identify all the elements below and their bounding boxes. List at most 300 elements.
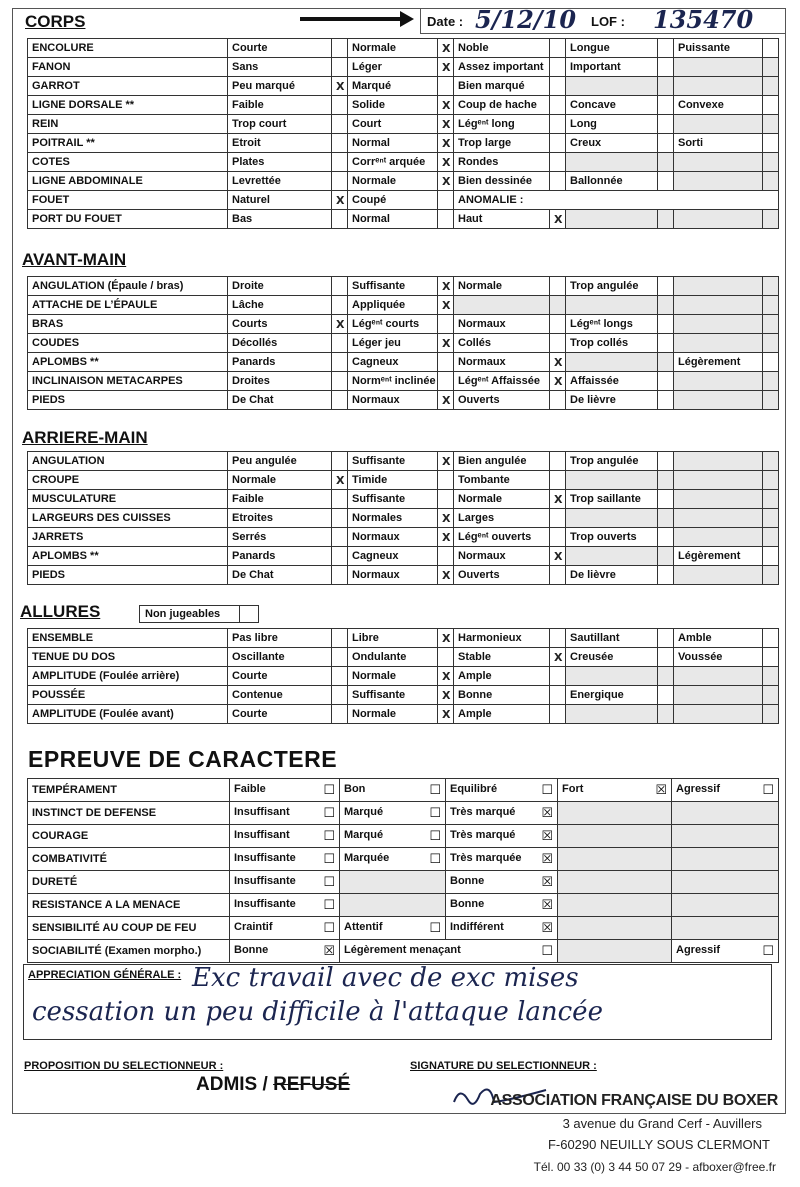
check-mark-cell[interactable] [438,210,454,229]
check-mark-cell[interactable]: X [550,353,566,372]
check-mark-cell[interactable]: X [438,172,454,191]
table-row [28,629,779,648]
blank-cell [566,471,658,490]
option-cell: Légèrement [674,353,763,372]
blank-cell [674,705,763,724]
blank-cell [454,296,550,315]
option-cell [230,940,340,963]
checkbox-icon[interactable]: ☒ [541,874,553,890]
check-mark-cell[interactable]: X [550,547,566,566]
option-cell: Trop angulée [566,452,658,471]
date-lof-box [420,5,786,34]
check-mark-cell[interactable] [332,452,348,471]
check-mark-cell[interactable] [763,629,779,648]
option-cell: Sautillant [566,629,658,648]
arrow-icon [300,17,402,21]
appreciation-line-2[interactable]: cessation un peu difficile à l'attaque lancée [32,997,603,1027]
option-cell: Léger jeu [348,334,438,353]
blank-cell [674,58,763,77]
option-cell: Droite [228,277,332,296]
check-mark-cell[interactable] [550,471,566,490]
option-cell: Normaux [348,391,438,410]
check-mark-cell[interactable] [658,391,674,410]
check-mark-cell[interactable] [763,96,779,115]
check-mark-cell[interactable] [438,648,454,667]
check-mark-cell[interactable] [438,191,454,210]
option-cell: Cagneux [348,547,438,566]
option-cell: Rondes [454,153,550,172]
check-mark-cell[interactable] [550,134,566,153]
check-mark-cell[interactable] [658,452,674,471]
check-mark-cell[interactable] [332,96,348,115]
row-label [28,940,230,963]
appreciation-line-1[interactable]: Exc travail avec de exc mises [192,963,579,993]
table-row [28,277,779,296]
option-cell: Levrettée [228,172,332,191]
option-cell: Creux [566,134,658,153]
check-mark-cell[interactable]: X [438,96,454,115]
blank-cell [340,894,446,917]
table-row [28,528,779,547]
checkbox-icon[interactable]: ☐ [762,782,774,798]
check-mark-cell [658,153,674,172]
option-cell [230,802,340,825]
row-label: REIN [28,115,228,134]
checkbox-icon[interactable]: ☐ [429,851,441,867]
check-mark-cell[interactable]: X [438,296,454,315]
admis-option[interactable]: ADMIS / [196,1074,268,1095]
check-mark-cell [763,77,779,96]
check-mark-cell[interactable] [658,58,674,77]
check-mark-cell [658,471,674,490]
checkbox-icon[interactable]: ☒ [541,851,553,867]
row-label: TEMPÉRAMENT [28,779,230,802]
check-mark-cell[interactable] [332,509,348,528]
blank-cell [672,894,779,917]
check-mark-cell[interactable]: X [550,372,566,391]
check-mark-cell [763,334,779,353]
check-mark-cell[interactable] [332,629,348,648]
blank-cell [672,802,779,825]
option-cell: Larges [454,509,550,528]
check-mark-cell[interactable] [438,372,454,391]
check-mark-cell[interactable] [550,566,566,585]
option-label: Marqué [344,805,384,818]
check-mark-cell[interactable] [332,277,348,296]
option-cell: Appliquée [348,296,438,315]
checkbox-icon[interactable]: ☐ [323,851,335,867]
corps-table [27,38,779,229]
check-mark-cell[interactable] [438,353,454,372]
date-value[interactable]: 5/12/10 [475,5,577,34]
check-mark-cell [658,353,674,372]
check-mark-cell[interactable]: X [550,490,566,509]
row-label: SENSIBILITÉ AU COUP DE FEU [28,917,230,940]
checkbox-icon[interactable]: ☐ [323,782,335,798]
check-mark-cell[interactable]: X [438,705,454,724]
checkbox-icon[interactable]: ☒ [541,920,553,936]
check-mark-cell[interactable] [332,705,348,724]
option-cell: Trop ouverts [566,528,658,547]
checkbox-icon[interactable]: ☒ [541,805,553,821]
check-mark-cell[interactable] [763,39,779,58]
check-mark-cell[interactable] [332,296,348,315]
check-mark-cell[interactable] [763,648,779,667]
check-mark-cell[interactable] [332,566,348,585]
row-label: ATTACHE DE L’ÉPAULE [28,296,228,315]
check-mark-cell[interactable] [550,629,566,648]
blank-cell [674,115,763,134]
check-mark-cell[interactable] [658,686,674,705]
option-label: Insuffisant [234,805,290,818]
check-mark-cell[interactable] [763,353,779,372]
check-mark-cell[interactable] [550,452,566,471]
checkbox-icon[interactable]: ☐ [762,943,774,959]
check-mark-cell[interactable]: X [438,629,454,648]
checkbox-icon[interactable]: ☒ [323,943,335,959]
option-cell [446,917,558,940]
check-mark-cell[interactable] [658,648,674,667]
appreciation-box [23,964,772,1040]
blank-cell [674,528,763,547]
check-mark-cell[interactable]: X [550,648,566,667]
option-cell: Amble [674,629,763,648]
check-mark-cell[interactable] [332,490,348,509]
check-mark-cell[interactable] [658,490,674,509]
blank-cell [674,509,763,528]
association-name: ASSOCIATION FRANÇAISE DU BOXER [490,1092,778,1109]
check-mark-cell[interactable]: X [438,566,454,585]
check-mark-cell[interactable] [332,648,348,667]
option-cell: Bonne [454,686,550,705]
check-mark-cell[interactable]: X [438,58,454,77]
arriere-main-table [27,451,779,585]
checkbox-icon[interactable]: ☐ [323,897,335,913]
option-label: Insuffisante [234,897,296,910]
row-label: FOUET [28,191,228,210]
check-mark-cell[interactable] [550,115,566,134]
table-row [28,210,779,229]
check-mark-cell[interactable] [332,58,348,77]
check-mark-cell[interactable] [550,153,566,172]
checkbox-icon[interactable]: ☐ [323,874,335,890]
option-label: Equilibré [450,782,498,795]
check-mark-cell[interactable] [332,153,348,172]
checkbox-icon[interactable]: ☒ [541,897,553,913]
blank-cell [674,172,763,191]
check-mark-cell[interactable] [332,134,348,153]
blank-cell [674,566,763,585]
check-mark-cell[interactable] [332,334,348,353]
blank-cell [566,153,658,172]
check-mark-cell[interactable] [550,315,566,334]
check-mark-cell[interactable] [658,134,674,153]
option-label: Marqué [344,828,384,841]
row-label: INSTINCT DE DEFENSE [28,802,230,825]
check-mark-cell[interactable]: X [438,667,454,686]
check-mark-cell[interactable] [438,547,454,566]
option-cell: Normaux [454,547,550,566]
option-cell: Cagneux [348,353,438,372]
blank-cell [674,391,763,410]
check-mark-cell[interactable] [658,96,674,115]
option-cell: Timide [348,471,438,490]
check-mark-cell[interactable]: X [438,452,454,471]
sociabilite-sub: (Examen morpho.) [101,945,202,957]
appreciation-label: APPRECIATION GÉNÉRALE : [28,969,182,981]
blank-cell [672,917,779,940]
checkbox-icon[interactable]: ☒ [655,782,667,798]
table-row [28,871,779,894]
option-cell: Normᵉⁿᵗ inclinée [348,372,438,391]
check-mark-cell[interactable]: X [332,315,348,334]
option-cell [340,940,558,963]
table-row [28,917,779,940]
non-jugeables-label: Non jugeables [145,608,221,620]
check-mark-cell[interactable]: X [438,509,454,528]
table-row [28,648,779,667]
check-mark-cell[interactable] [658,629,674,648]
check-mark-cell[interactable]: X [438,528,454,547]
check-mark-cell[interactable] [438,471,454,490]
check-mark-cell[interactable] [550,391,566,410]
row-label: INCLINAISON METACARPES [28,372,228,391]
option-label: Bonne [234,943,269,956]
option-cell: Noble [454,39,550,58]
option-cell: Trop saillante [566,490,658,509]
check-mark-cell[interactable] [550,77,566,96]
check-mark-cell[interactable] [332,353,348,372]
option-cell: Trop angulée [566,277,658,296]
check-mark-cell[interactable] [658,315,674,334]
option-cell: Libre [348,629,438,648]
option-cell: Voussée [674,648,763,667]
option-cell [446,848,558,871]
option-cell: Bien marqué [454,77,550,96]
check-mark-cell[interactable]: X [438,277,454,296]
check-mark-cell[interactable] [550,686,566,705]
check-mark-cell[interactable] [550,334,566,353]
check-mark-cell [763,115,779,134]
option-cell [446,825,558,848]
check-mark-cell[interactable] [658,172,674,191]
check-mark-cell[interactable] [550,277,566,296]
check-mark-cell[interactable]: X [332,77,348,96]
check-mark-cell [763,315,779,334]
check-mark-cell[interactable] [658,566,674,585]
option-cell: Ouverts [454,566,550,585]
check-mark-cell[interactable]: X [332,191,348,210]
check-mark-cell[interactable] [658,115,674,134]
check-mark-cell[interactable] [332,39,348,58]
check-mark-cell[interactable]: X [332,471,348,490]
checkbox-icon[interactable]: ☐ [541,943,553,959]
option-label: Marquée [344,851,390,864]
check-mark-cell[interactable] [658,528,674,547]
option-cell [230,779,340,802]
option-cell: Corrᵉⁿᵗ arquée [348,153,438,172]
non-jugeables-box [139,605,259,623]
check-mark-cell [763,277,779,296]
blank-cell [566,77,658,96]
option-cell: Courte [228,39,332,58]
refuse-option[interactable]: REFUSÉ [273,1074,351,1095]
option-cell: Panards [228,353,332,372]
table-row [28,39,779,58]
check-mark-cell[interactable] [332,172,348,191]
option-cell: Longue [566,39,658,58]
check-mark-cell[interactable] [658,334,674,353]
table-row [28,779,779,802]
check-mark-cell [763,172,779,191]
check-mark-cell[interactable] [550,528,566,547]
blank-cell [674,490,763,509]
check-mark-cell[interactable] [332,391,348,410]
check-mark-cell[interactable] [438,490,454,509]
check-mark-cell[interactable] [763,547,779,566]
check-mark-cell[interactable]: X [438,334,454,353]
check-mark-cell[interactable] [658,39,674,58]
option-label: Faible [234,782,266,795]
row-label: BRAS [28,315,228,334]
check-mark-cell [763,705,779,724]
option-cell: Normale [454,277,550,296]
check-mark-cell[interactable] [550,58,566,77]
check-mark-cell[interactable] [438,77,454,96]
checkbox-icon[interactable]: ☐ [323,805,335,821]
blank-cell [674,277,763,296]
table-row [28,547,779,566]
check-mark-cell[interactable] [763,134,779,153]
option-cell [446,894,558,917]
checkbox-icon[interactable]: ☐ [429,920,441,936]
check-mark-cell[interactable] [332,667,348,686]
lof-value[interactable]: 135470 [653,5,754,34]
check-mark-cell[interactable] [550,96,566,115]
option-label: Insuffisante [234,851,296,864]
check-mark-cell [763,471,779,490]
blank-cell [674,471,763,490]
option-cell: Haut [454,210,550,229]
option-cell: Faible [228,490,332,509]
option-cell: Creusée [566,648,658,667]
table-row [28,825,779,848]
check-mark-cell[interactable] [658,372,674,391]
option-cell [558,779,672,802]
check-mark-cell[interactable]: X [438,153,454,172]
check-mark-cell[interactable] [550,172,566,191]
check-mark-cell[interactable] [550,705,566,724]
check-mark-cell[interactable]: X [438,134,454,153]
checkbox-icon[interactable]: ☐ [323,828,335,844]
check-mark-cell [763,210,779,229]
option-cell: Normaux [454,353,550,372]
check-mark-cell[interactable] [332,210,348,229]
blank-cell [558,802,672,825]
check-mark-cell [763,686,779,705]
check-mark-cell[interactable] [550,509,566,528]
option-cell [230,848,340,871]
option-label: Très marqué [450,805,516,818]
row-label: ENCOLURE [28,39,228,58]
option-cell: Bien angulée [454,452,550,471]
option-cell: Suffisante [348,686,438,705]
row-label: POITRAIL ** [28,134,228,153]
row-label: GARROT [28,77,228,96]
caractere-table [27,778,779,963]
non-jugeables-checkbox[interactable] [239,606,258,622]
check-mark-cell[interactable] [550,667,566,686]
option-label: Insuffisante [234,874,296,887]
option-cell: Légᵉⁿᵗ courts [348,315,438,334]
blank-cell [566,296,658,315]
row-label: COTES [28,153,228,172]
option-cell: Trop collés [566,334,658,353]
check-mark-cell[interactable]: X [438,39,454,58]
check-mark-cell[interactable] [332,547,348,566]
check-mark-cell[interactable] [332,686,348,705]
check-mark-cell[interactable]: X [438,115,454,134]
option-cell [230,917,340,940]
option-cell: Ondulante [348,648,438,667]
checkbox-icon[interactable]: ☐ [429,782,441,798]
check-mark-cell [658,667,674,686]
row-label: ENSEMBLE [28,629,228,648]
blank-cell [672,825,779,848]
option-label: Attentif [344,920,383,933]
blank-cell [566,210,658,229]
proposition-label: PROPOSITION DU SELECTIONNEUR : [24,1060,224,1072]
option-cell: Courts [228,315,332,334]
checkbox-icon[interactable]: ☐ [541,782,553,798]
option-cell [672,779,779,802]
check-mark-cell[interactable] [332,528,348,547]
check-mark-cell[interactable] [332,115,348,134]
check-mark-cell[interactable]: X [550,210,566,229]
checkbox-icon[interactable]: ☒ [541,828,553,844]
section-title-allures: ALLURES [20,602,101,621]
option-cell: ANOMALIE : [454,191,779,210]
check-mark-cell [763,372,779,391]
table-row [28,334,779,353]
check-mark-cell[interactable]: X [438,391,454,410]
blank-cell [566,547,658,566]
row-label: RESISTANCE A LA MENACE [28,894,230,917]
check-mark-cell[interactable] [658,277,674,296]
blank-cell [674,210,763,229]
checkbox-icon[interactable]: ☐ [429,828,441,844]
check-mark-cell[interactable] [332,372,348,391]
address-line-3: Tél. 00 33 (0) 3 44 50 07 29 - afboxer@free.fr [533,1160,776,1174]
check-mark-cell[interactable] [438,315,454,334]
checkbox-icon[interactable]: ☐ [429,805,441,821]
row-label: LARGEURS DES CUISSES [28,509,228,528]
check-mark-cell[interactable]: X [438,686,454,705]
option-cell: Sans [228,58,332,77]
option-cell: Lâche [228,296,332,315]
option-cell: Bien dessinée [454,172,550,191]
lof-label: LOF : [591,14,625,29]
checkbox-icon[interactable]: ☐ [323,920,335,936]
row-label: TENUE DU DOS [28,648,228,667]
option-cell: Faible [228,96,332,115]
signature-label: SIGNATURE DU SELECTIONNEUR : [410,1060,597,1072]
row-label: COMBATIVITÉ [28,848,230,871]
check-mark-cell[interactable] [550,39,566,58]
blank-cell [674,296,763,315]
option-label: Légèrement menaçant [344,943,461,956]
option-cell: Courte [228,667,332,686]
